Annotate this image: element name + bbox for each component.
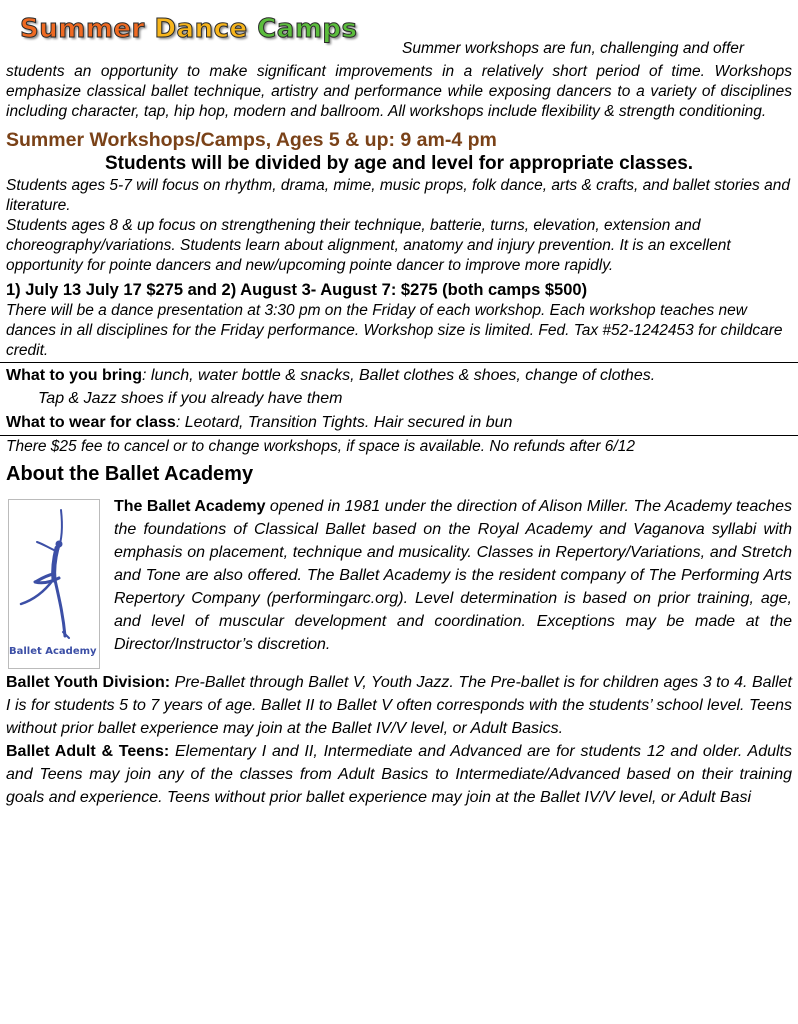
presentation-paragraph: There will be a dance presentation at 3:30 pm on the Friday of each workshop. Each workshop teaches new dances in all disciplines for the Friday performance. Workshop size is limited. Fed. Tax #52-1242453 for childcare credit. [6, 302, 783, 359]
camp-dates: 1) July 13 July 17 $275 and 2) August 3- August 7: $275 (both camps $500) [6, 281, 588, 299]
divider [0, 435, 798, 436]
youth-division [6, 671, 792, 740]
what-to-bring-text-2: Tap & Jazz shoes if you already have them [38, 390, 343, 407]
ages-5-7-paragraph: Students ages 5-7 will focus on rhythm, drama, mime, music props, folk dance, arts & crafts, and ballet stories and literature. [6, 177, 790, 214]
what-to-wear [6, 411, 792, 434]
adult-teens-label: Ballet Adult & Teens: [6, 743, 170, 760]
title-word-dance: Dance [154, 14, 248, 44]
title-word-camps: Camps [257, 14, 358, 44]
ages-8-up-paragraph: Students ages 8 & up focus on strengthening their technique, batterie, turns, elevation, extension and choreography/variations. Students learn about alignment, anatomy and injury prevention. It is an excellent opportunity for pointe dancers and new/upcoming pointe dancer to improve more rapidly. [6, 217, 731, 274]
ballerina-icon [13, 504, 93, 642]
divider [0, 362, 798, 363]
page-title [20, 14, 358, 44]
adult-teens-text: Elementary I and II, Intermediate and Advanced are for students 12 and older. Adults and Teens may join any of the classes from Adult Basics to Intermediate/Advanced based on their training goals and experience. Teens without prior ballet experience may join at the Ballet IV/V level, or Adult Basi [6, 743, 793, 806]
what-to-wear-label: What to wear for class [6, 414, 176, 431]
ballet-academy-logo [8, 499, 100, 669]
academy-paragraph [6, 495, 792, 656]
title-word-summer: Summer [20, 14, 145, 44]
youth-division-text: Pre-Ballet through Ballet V, Youth Jazz. The Pre-ballet is for children ages 3 to 4. Ballet I is for students 5 to 7 years of age. Ballet II to Ballet V often corresponds with the students’ school level. Teens without prior ballet experience may join at the Ballet IV/V level, or Adult Basics. [6, 674, 792, 737]
youth-division-label: Ballet Youth Division: [6, 674, 171, 691]
workshops-heading: Summer Workshops/Camps, Ages 5 & up: 9 am-4 pm [6, 129, 497, 151]
what-to-bring-label: What to you bring [6, 367, 142, 384]
header [6, 0, 792, 57]
about-heading: About the Ballet Academy [6, 463, 254, 485]
what-to-bring [6, 364, 792, 410]
cancel-policy: There $25 fee to cancel or to change workshops, if space is available. No refunds after 6/12 [6, 438, 635, 455]
academy-name: The Ballet Academy [114, 498, 266, 515]
what-to-bring-text: lunch, water bottle & snacks, Ballet clothes & shoes, change of clothes. [150, 367, 656, 384]
workshops-subheading: Students will be divided by age and level for appropriate classes. [104, 153, 694, 174]
intro-paragraph: students an opportunity to make significant improvements in a relatively short period of time. Workshops emphasize classical ballet technique, artistry and performance while exposing dancers to a variety of disciplines including character, tap, hip hop, modern and ballroom. All workshops include flexibility & strength conditioning. [6, 63, 792, 120]
intro-lead: Summer workshops are fun, challenging and offer [402, 40, 745, 57]
what-to-wear-text: : Leotard, Transition Tights. Hair secured in bun [175, 414, 513, 431]
adult-teens-division [6, 740, 792, 809]
logo-caption: Ballet Academy [9, 646, 97, 657]
academy-description: opened in 1981 under the direction of Alison Miller. The Academy teaches the foundations of Classical Ballet based on the Royal Academy and Vaganova syllabi with emphasis on placement, technique and musicality. Classes in Repertory/Variations, and Stretch and Tone are also offered. The Ballet Academy is the resident company of The Performing Arts Repertory Company (performingarc.org). Level determination is based on prior training, age, and level of muscular development and coordination. Exceptions may be made at the Director/Instructor’s discretion. [114, 498, 793, 653]
what-to-bring-colon: : [141, 367, 147, 384]
